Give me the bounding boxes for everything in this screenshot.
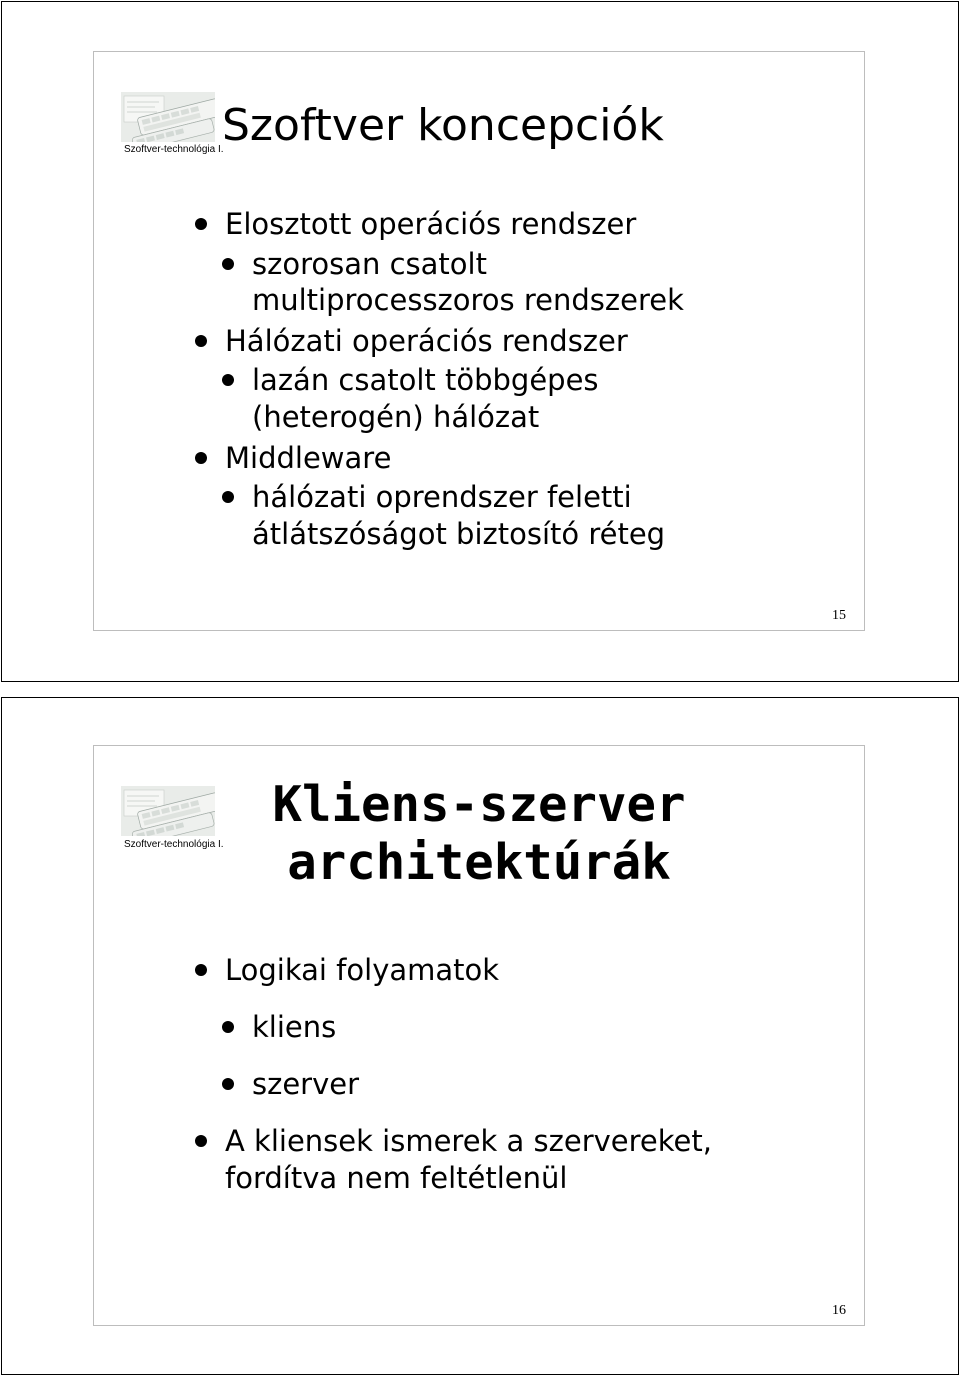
bullet-icon <box>195 964 207 976</box>
list-item-continuation: átlátszóságot biztosító réteg <box>252 517 666 551</box>
slide-15 <box>93 51 865 631</box>
logo-caption: Szoftver-technológia I. <box>124 839 224 850</box>
slide-title-line-1: Kliens-szerver <box>272 776 686 833</box>
list-item: hálózati oprendszer feletti <box>252 480 632 514</box>
list-item: lazán csatolt többgépes <box>252 363 599 397</box>
bullet-icon <box>222 491 234 503</box>
page-number: 15 <box>832 608 846 623</box>
slide-16 <box>93 745 865 1326</box>
keyboard-logo-icon <box>121 92 215 142</box>
list-item: Middleware <box>225 441 392 475</box>
list-item: szorosan csatolt <box>252 247 487 281</box>
bullet-icon <box>195 218 207 230</box>
bullet-icon <box>222 258 234 270</box>
list-item: Elosztott operációs rendszer <box>225 207 637 241</box>
bullet-icon <box>195 1135 207 1147</box>
list-item: A kliensek ismerek a szervereket, <box>225 1124 712 1158</box>
list-item: szerver <box>252 1067 360 1101</box>
bullet-icon <box>222 1078 234 1090</box>
slide-title-line-2: architektúrák <box>287 834 671 891</box>
list-item-continuation: (heterogén) hálózat <box>252 400 540 434</box>
page-number: 16 <box>832 1303 846 1318</box>
bullet-icon <box>195 335 207 347</box>
slide-title <box>214 776 744 892</box>
keyboard-logo-icon <box>121 786 215 836</box>
logo-caption: Szoftver-technológia I. <box>124 144 224 155</box>
bullet-icon <box>195 452 207 464</box>
list-item-continuation: fordítva nem feltétlenül <box>225 1161 568 1195</box>
list-item: kliens <box>252 1010 337 1044</box>
list-item-continuation: multiprocesszoros rendszerek <box>252 283 684 317</box>
list-item: Hálózati operációs rendszer <box>225 324 628 358</box>
bullet-icon <box>222 374 234 386</box>
bullet-icon <box>222 1021 234 1033</box>
list-item: Logikai folyamatok <box>225 953 500 987</box>
slide-title: Szoftver koncepciók <box>222 100 664 151</box>
